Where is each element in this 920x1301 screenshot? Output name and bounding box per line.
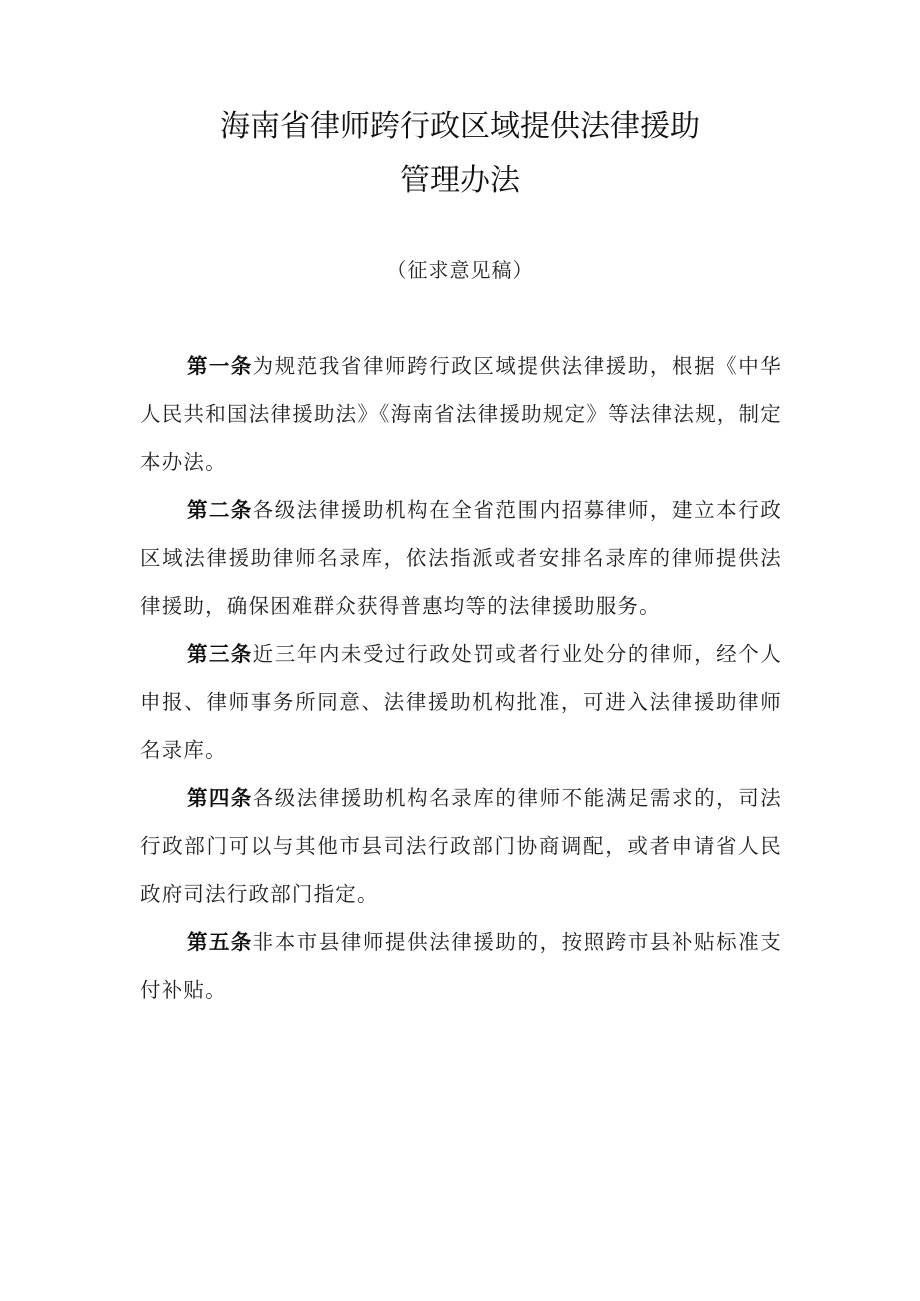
- article-label: 第三条: [187, 642, 253, 666]
- article-text: 近三年内未受过行政处罚或者行业处分的律师，经个人申报、律师事务所同意、法律援助机构批准，可进入法律援助律师名录库。: [140, 642, 782, 762]
- article-text: 非本市县律师提供法律援助的，按照跨市县补贴标准支付补贴。: [140, 930, 782, 1002]
- article-text: 为规范我省律师跨行政区域提供法律援助，根据《中华人民共和国法律援助法》《海南省法律援助规定》等法律法规，制定本办法。: [140, 354, 782, 474]
- article-label: 第二条: [187, 498, 253, 522]
- document-title-line-2: 管理办法: [400, 163, 520, 198]
- article-text: 各级法律援助机构在全省范围内招募律师，建立本行政区域法律援助律师名录库，依法指派或者安排名录库的律师提供法律援助，确保困难群众获得普惠均等的法律援助服务。: [140, 498, 782, 618]
- article-1: [140, 342, 782, 486]
- document-body: [140, 342, 782, 1014]
- article-4: [140, 774, 782, 918]
- article-text: 各级法律援助机构名录库的律师不能满足需求的，司法行政部门可以与其他市县司法行政部门协商调配，或者申请省人民政府司法行政部门指定。: [140, 786, 782, 906]
- article-5: [140, 918, 782, 1014]
- article-label: 第五条: [187, 930, 253, 954]
- article-3: [140, 630, 782, 774]
- document-subtitle: （征求意见稿）: [386, 258, 534, 282]
- article-label: 第一条: [187, 354, 253, 378]
- article-label: 第四条: [187, 786, 253, 810]
- document-title-line-1: 海南省律师跨行政区域提供法律援助: [220, 109, 700, 144]
- article-2: [140, 486, 782, 630]
